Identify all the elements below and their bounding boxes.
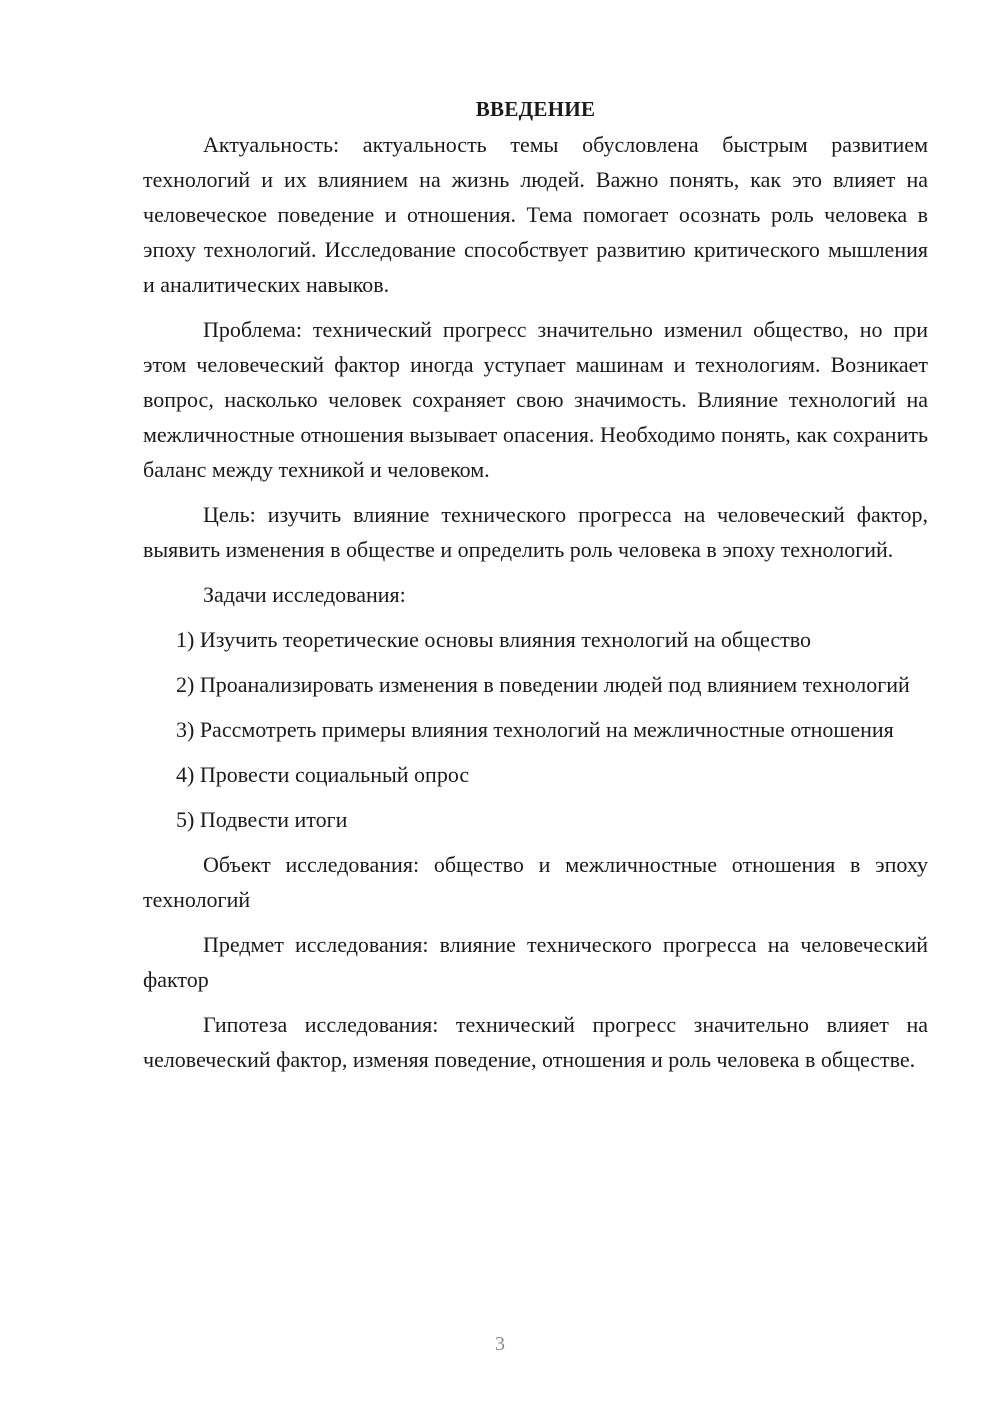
page-title: ВВЕДЕНИЕ <box>475 97 596 121</box>
paragraph-hypothesis: Гипотеза исследования: технический прогресс значительно влияет на человеческий фактор, изменяя поведение, отношения и роль человека в обществе. <box>143 1012 928 1072</box>
paragraph-problem: Проблема: технический прогресс значительно изменил общество, но при этом человеческий фактор иногда уступает машинам и технологиям. Возникает вопрос, насколько человек сохраняет свою значимость. Влияние технологий на межличностные отношения вызывает опасения. Необходимо понять, как сохранить баланс между техникой и человеком. <box>143 317 928 482</box>
paragraph-object: Объект исследования: общество и межличностные отношения в эпоху технологий <box>143 852 928 912</box>
task-item: 3) Рассмотреть примеры влияния технологий на межличностные отношения <box>176 717 894 742</box>
page-number: 3 <box>495 1333 505 1355</box>
paragraph-goal: Цель: изучить влияние технического прогресса на человеческий фактор, выявить изменения в обществе и определить роль человека в эпоху технологий. <box>143 502 928 562</box>
task-item: 1) Изучить теоретические основы влияния технологий на общество <box>176 627 811 652</box>
task-item: 5) Подвести итоги <box>176 807 348 832</box>
page-content <box>143 92 928 1087</box>
task-item: 2) Проанализировать изменения в поведении людей под влиянием технологий <box>176 672 910 697</box>
task-item: 4) Провести социальный опрос <box>176 762 470 787</box>
tasks-heading: Задачи исследования: <box>203 582 406 607</box>
paragraph-subject: Предмет исследования: влияние технического прогресса на человеческий фактор <box>143 932 928 992</box>
paragraph-relevance: Актуальность: актуальность темы обусловлена быстрым развитием технологий и их влиянием на жизнь людей. Важно понять, как это влияет на человеческое поведение и отношения. Тема помогает осознать роль человека в эпоху технологий. Исследование способствует развитию критического мышления и аналитических навыков. <box>143 132 928 297</box>
